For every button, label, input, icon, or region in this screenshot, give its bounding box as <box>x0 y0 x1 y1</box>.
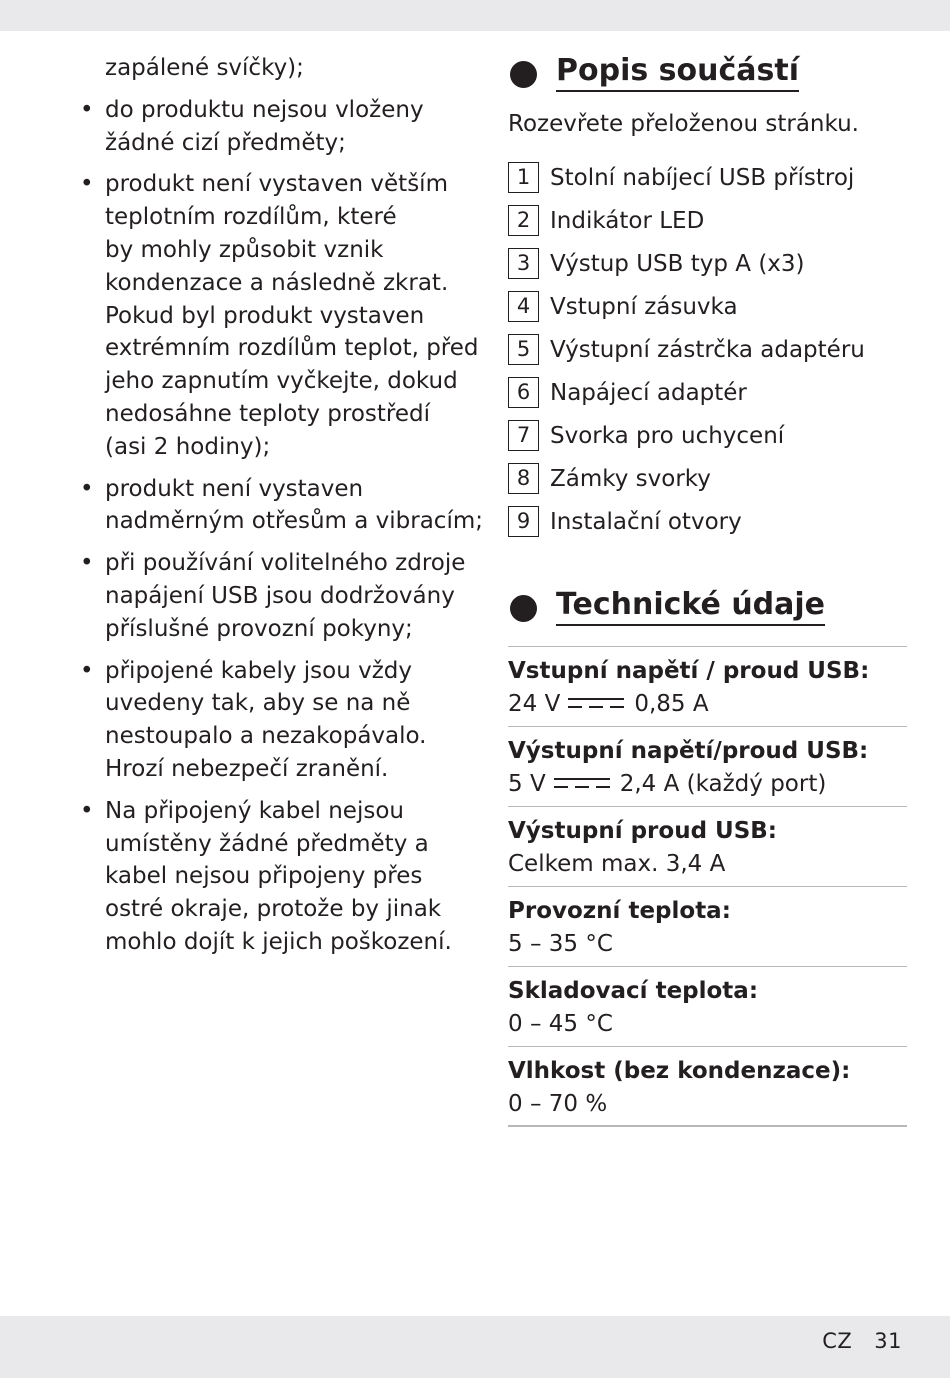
spec-value-text: 0,85 A <box>634 691 709 717</box>
bullet-text-line: (asi 2 hodiny); <box>105 433 271 460</box>
spec-value-text: 5 – 35 °C <box>508 931 613 957</box>
bullet-dot: • <box>80 475 94 502</box>
technical-data-table <box>508 646 907 1127</box>
bullet-dot: • <box>80 550 94 577</box>
spec-row <box>508 1047 907 1127</box>
part-label: Svorka pro uchycení <box>550 423 785 449</box>
bullet-text-line: nestoupalo a nezakopávalo. <box>105 723 427 750</box>
spec-value-text: 24 V <box>508 691 561 717</box>
bullet-dot: • <box>80 171 94 198</box>
continuation-line: zapálené svíčky); <box>105 55 304 81</box>
spec-value <box>508 1008 907 1041</box>
tech-section-title: Technické údaje <box>556 587 825 626</box>
direct-current-icon <box>552 773 612 793</box>
safety-bullet-item <box>78 795 478 959</box>
bullet-text-line: při používání volitelného zdroje <box>105 550 466 577</box>
part-number-box: 1 <box>508 162 539 193</box>
bullet-text-line: uvedeny tak, aby se na ně <box>105 690 411 717</box>
bullet-text-line: by mohly způsobit vznik <box>105 236 384 263</box>
part-label: Výstupní zástrčka adaptéru <box>550 337 865 363</box>
safety-instructions-column <box>78 52 483 959</box>
part-label: Vstupní zásuvka <box>550 294 738 320</box>
spec-row <box>508 647 907 727</box>
part-label: Napájecí adaptér <box>550 380 747 406</box>
page-number: 31 <box>874 1329 902 1353</box>
spec-value-text: 5 V <box>508 771 546 797</box>
bullet-dot: • <box>80 657 94 684</box>
spec-value <box>508 848 907 881</box>
spec-label: Vlhkost (bez kondenzace): <box>508 1058 851 1084</box>
bullet-text-line: jeho zapnutím vyčkejte, dokud <box>105 368 458 395</box>
bullet-text-line: napájení USB jsou dodržovány <box>105 582 455 609</box>
bullet-circle-icon <box>510 61 537 88</box>
spec-label: Vstupní napětí / proud USB: <box>508 658 870 684</box>
bullet-text-line: nadměrným otřesům a vibracím; <box>105 508 483 535</box>
bullet-text-line: mohlo dojít k jejich poškození. <box>105 928 452 955</box>
part-number-box: 3 <box>508 248 539 279</box>
safety-bullet-item <box>78 94 478 160</box>
spec-label: Výstupní napětí/proud USB: <box>508 738 869 764</box>
spec-value <box>508 928 907 961</box>
spec-value-text: 0 – 45 °C <box>508 1011 613 1037</box>
spec-value <box>508 1088 907 1121</box>
spec-label: Výstupní proud USB: <box>508 818 778 844</box>
spec-value-text: Celkem max. 3,4 A <box>508 851 726 877</box>
spec-row <box>508 807 907 887</box>
safety-bullet-item <box>78 473 483 539</box>
safety-bullet-item <box>78 547 478 645</box>
bullet-text-line: umístěny žádné předměty a <box>105 830 429 857</box>
bullet-text-line: produkt není vystaven větším <box>105 171 448 198</box>
spec-label: Skladovací teplota: <box>508 978 759 1004</box>
bullet-text-line: do produktu nejsou vloženy <box>105 96 424 123</box>
bullet-text-line: příslušné provozní pokyny; <box>105 615 413 642</box>
bullet-text-line: Pokud byl produkt vystaven <box>105 302 425 329</box>
spec-value <box>508 688 907 721</box>
bullet-text-line: kondenzace a následně zkrat. <box>105 269 449 296</box>
part-number-box: 9 <box>508 506 539 537</box>
bullet-dot: • <box>80 96 94 123</box>
bullet-text-line: ostré okraje, protože by jinak <box>105 896 442 923</box>
parts-section-title: Popis součástí <box>556 53 799 92</box>
part-label: Stolní nabíjecí USB přístroj <box>550 165 855 191</box>
spec-row <box>508 727 907 807</box>
part-label: Výstup USB typ A (x3) <box>550 251 805 277</box>
bullet-text-line: extrémním rozdílům teplot, před <box>105 335 479 362</box>
bullet-text-line: teplotním rozdílům, které <box>105 204 397 231</box>
spec-value-text: 2,4 A (každý port) <box>619 771 827 797</box>
bullet-text-line: připojené kabely jsou vždy <box>105 657 412 684</box>
safety-bullet-item <box>78 655 478 786</box>
bullet-text-line: kabel nejsou připojeny přes <box>105 863 423 890</box>
spec-value-text: 0 – 70 % <box>508 1091 608 1117</box>
part-label: Zámky svorky <box>550 466 711 492</box>
part-number-box: 4 <box>508 291 539 322</box>
bullet-dot: • <box>80 797 94 824</box>
spec-row <box>508 887 907 967</box>
top-margin-band <box>0 0 950 31</box>
bullet-text-line: produkt není vystaven <box>105 475 364 502</box>
part-label: Instalační otvory <box>550 509 742 535</box>
spec-value <box>508 768 907 801</box>
footer-band <box>0 1316 950 1378</box>
part-number-box: 7 <box>508 420 539 451</box>
parts-intro-text: Rozevřete přeloženou stránku. <box>508 111 859 137</box>
bullet-circle-icon <box>510 595 537 622</box>
spec-row <box>508 967 907 1047</box>
bullet-text-line: Hrozí nebezpečí zranění. <box>105 755 389 782</box>
part-number-box: 5 <box>508 334 539 365</box>
language-code: CZ <box>822 1329 853 1353</box>
direct-current-icon <box>566 693 626 713</box>
bullet-text-line: žádné cizí předměty; <box>105 129 346 156</box>
page-footer <box>822 1329 902 1353</box>
part-number-box: 2 <box>508 205 539 236</box>
part-number-box: 6 <box>508 377 539 408</box>
bullet-text-line: nedosáhne teploty prostředí <box>105 400 430 427</box>
part-label: Indikátor LED <box>550 208 705 234</box>
safety-bullet-list <box>78 94 483 959</box>
spec-label: Provozní teplota: <box>508 898 731 924</box>
part-number-box: 8 <box>508 463 539 494</box>
safety-bullet-item <box>78 168 478 463</box>
bullet-text-line: Na připojený kabel nejsou <box>105 797 404 824</box>
